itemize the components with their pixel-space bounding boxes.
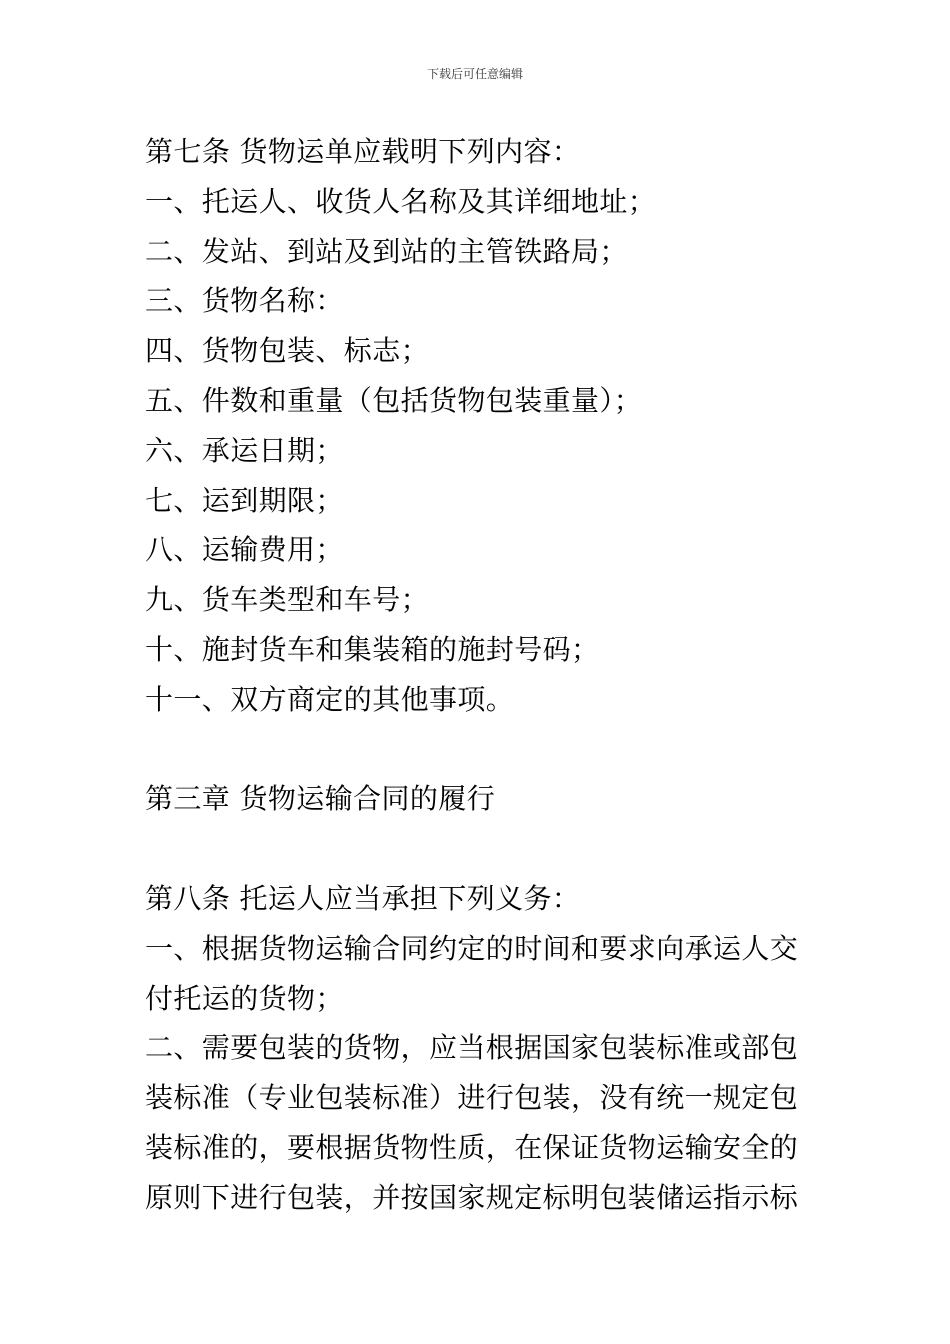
article-7-item-4: 四、货物包装、标志； xyxy=(145,334,430,368)
blank-line xyxy=(145,824,810,874)
chapter-3-heading: 第三章 货物运输合同的履行 xyxy=(145,782,496,816)
article-7-item-3: 三、货物名称： xyxy=(145,284,344,318)
article-8-heading: 第八条 托运人应当承担下列义务： xyxy=(145,881,581,915)
article-8-item-2 xyxy=(145,1023,810,1222)
paragraph-line: 二、需要包装的货物，应当根据国家包装标准或部包 xyxy=(145,1031,799,1065)
paragraph-line: 一、根据货物运输合同约定的时间和要求向承运人交 xyxy=(145,931,799,965)
paragraph-line: 装标准的，要根据货物性质，在保证货物运输安全的 xyxy=(145,1130,799,1164)
article-7-item-1: 一、托运人、收货人名称及其详细地址； xyxy=(145,184,657,218)
article-7-item-8: 八、运输费用； xyxy=(145,533,344,567)
article-7-item-9: 九、货车类型和车号； xyxy=(145,583,430,617)
paragraph-line: 原则下进行包装，并按国家规定标明包装储运指示标 xyxy=(145,1180,799,1214)
document-body xyxy=(145,127,810,1223)
article-7-item-10: 十、施封货车和集装箱的施封号码； xyxy=(145,632,600,666)
article-7-item-11: 十一、双方商定的其他事项。 xyxy=(145,682,515,716)
article-7-item-7: 七、运到期限； xyxy=(145,483,344,517)
blank-line xyxy=(145,725,810,775)
article-7-item-2: 二、发站、到站及到站的主管铁路局； xyxy=(145,234,628,268)
paragraph-line: 付托运的货物； xyxy=(145,981,344,1015)
page-header-note: 下载后可任意编辑 xyxy=(426,67,523,81)
article-7-item-6: 六、承运日期； xyxy=(145,433,344,467)
article-7-heading: 第七条 货物运单应载明下列内容： xyxy=(145,135,581,168)
article-7-item-5: 五、件数和重量（包括货物包装重量）； xyxy=(145,383,643,417)
paragraph-line: 装标准（专业包装标准）进行包装，没有统一规定包 xyxy=(145,1081,799,1115)
article-8-item-1 xyxy=(145,924,810,1024)
